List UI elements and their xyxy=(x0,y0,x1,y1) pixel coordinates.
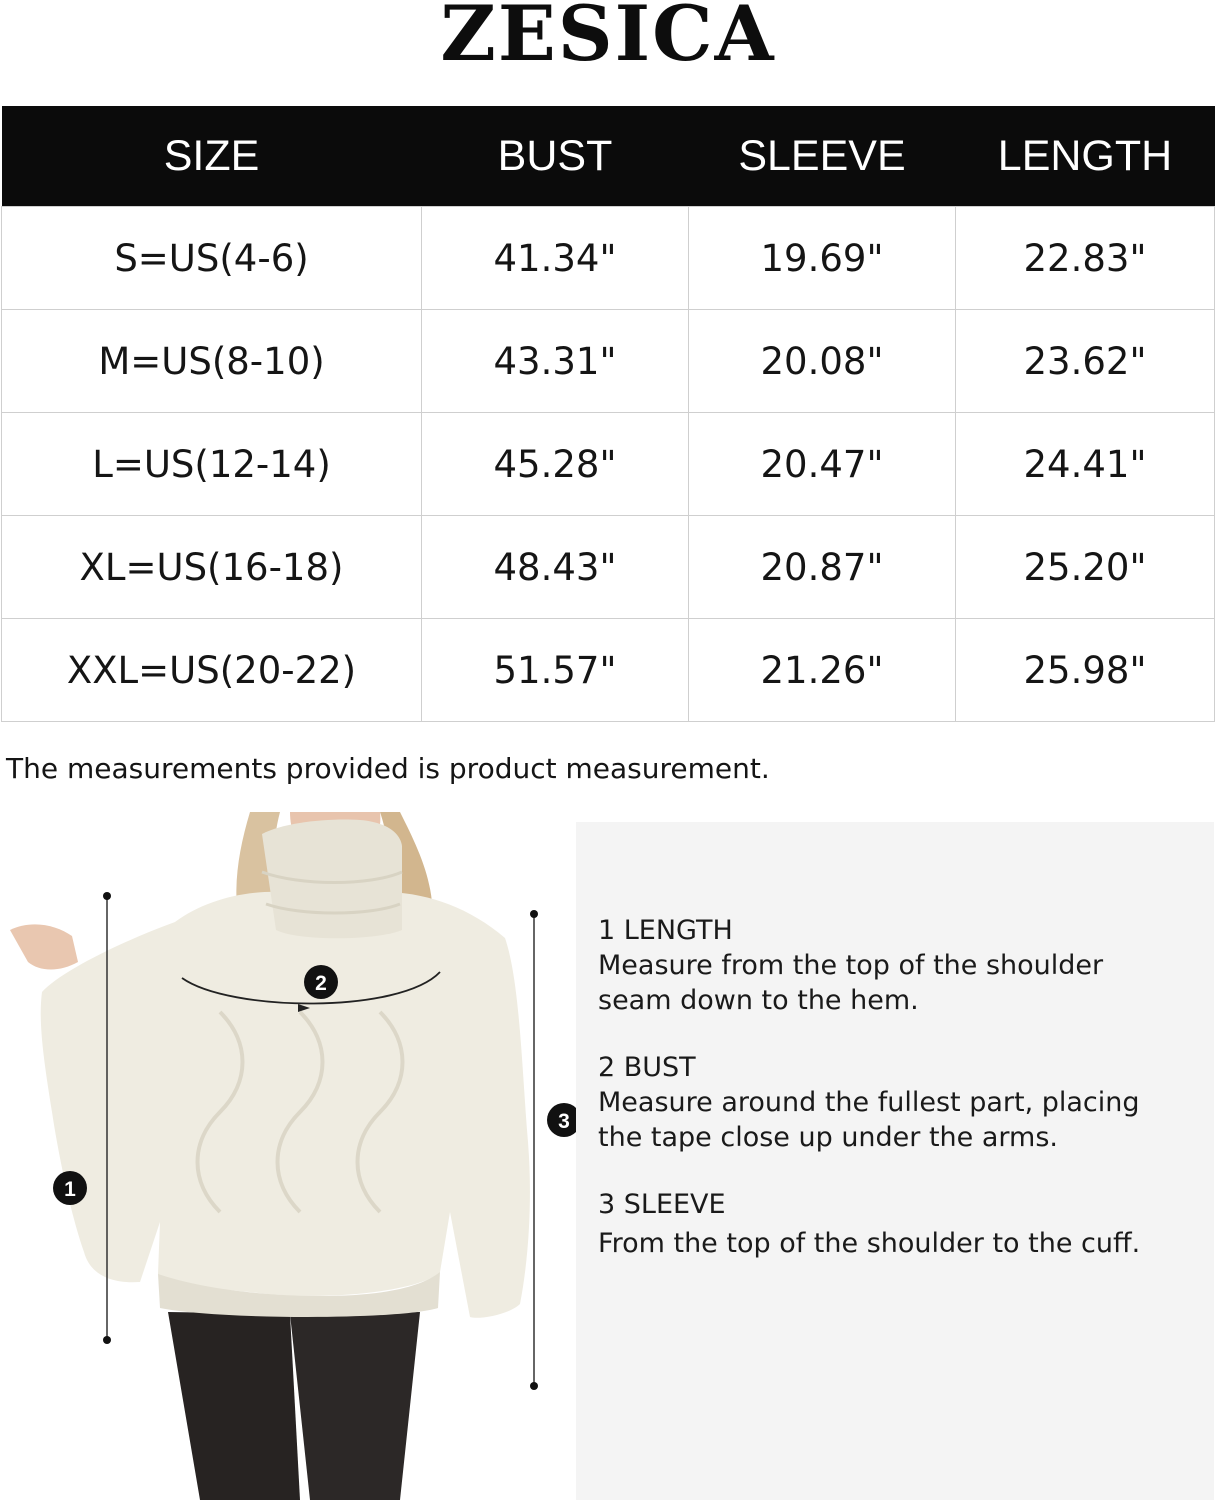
size-chart-table xyxy=(1,106,1215,722)
table-row xyxy=(2,207,1215,310)
table-row xyxy=(2,310,1215,413)
header-size: SIZE xyxy=(2,106,422,207)
measuring-guide-panel xyxy=(576,822,1214,1500)
table-header-row xyxy=(2,106,1215,207)
cell-sleeve: 19.69" xyxy=(689,207,956,310)
guide-bust-line2: the tape close up under the arms. xyxy=(598,1122,1058,1153)
cell-bust: 45.28" xyxy=(422,413,689,516)
cell-sleeve: 20.87" xyxy=(689,516,956,619)
cell-size: M=US(8-10) xyxy=(2,310,422,413)
marker-3-label: 3 xyxy=(558,1110,570,1133)
cell-bust: 48.43" xyxy=(422,516,689,619)
table-row xyxy=(2,516,1215,619)
cell-length: 23.62" xyxy=(956,310,1215,413)
guide-sleeve-line1: From the top of the shoulder to the cuff. xyxy=(598,1228,1141,1259)
guide-length-line2: seam down to the hem. xyxy=(598,985,919,1016)
measurement-note: The measurements provided is product measurement. xyxy=(6,752,770,785)
marker-1-label: 1 xyxy=(64,1178,76,1201)
cell-sleeve: 20.47" xyxy=(689,413,956,516)
guide-length xyxy=(598,914,1103,1018)
cell-size: S=US(4-6) xyxy=(2,207,422,310)
guide-bust-title: 2 BUST xyxy=(598,1052,696,1083)
guide-length-line1: Measure from the top of the shoulder xyxy=(598,950,1104,981)
cell-bust: 41.34" xyxy=(422,207,689,310)
cell-length: 22.83" xyxy=(956,207,1215,310)
header-sleeve: SLEEVE xyxy=(689,106,956,207)
guide-bust xyxy=(598,1051,1140,1155)
header-length: LENGTH xyxy=(956,106,1215,207)
cell-size: XXL=US(20-22) xyxy=(2,619,422,722)
cell-length: 25.20" xyxy=(956,516,1215,619)
brand-logo: ZESICA xyxy=(440,0,776,78)
table-row xyxy=(2,413,1215,516)
table-row xyxy=(2,619,1215,722)
cell-bust: 51.57" xyxy=(422,619,689,722)
guide-sleeve xyxy=(598,1188,1140,1261)
cell-sleeve: 20.08" xyxy=(689,310,956,413)
guide-length-title: 1 LENGTH xyxy=(598,915,733,946)
cell-length: 25.98" xyxy=(956,619,1215,722)
guide-sleeve-title: 3 SLEEVE xyxy=(598,1189,726,1220)
marker-2-label: 2 xyxy=(315,972,327,995)
cell-size: XL=US(16-18) xyxy=(2,516,422,619)
header-bust: BUST xyxy=(422,106,689,207)
model-photo xyxy=(0,812,570,1500)
cell-sleeve: 21.26" xyxy=(689,619,956,722)
cell-length: 24.41" xyxy=(956,413,1215,516)
cell-bust: 43.31" xyxy=(422,310,689,413)
cell-size: L=US(12-14) xyxy=(2,413,422,516)
guide-bust-line1: Measure around the fullest part, placing xyxy=(598,1087,1140,1118)
